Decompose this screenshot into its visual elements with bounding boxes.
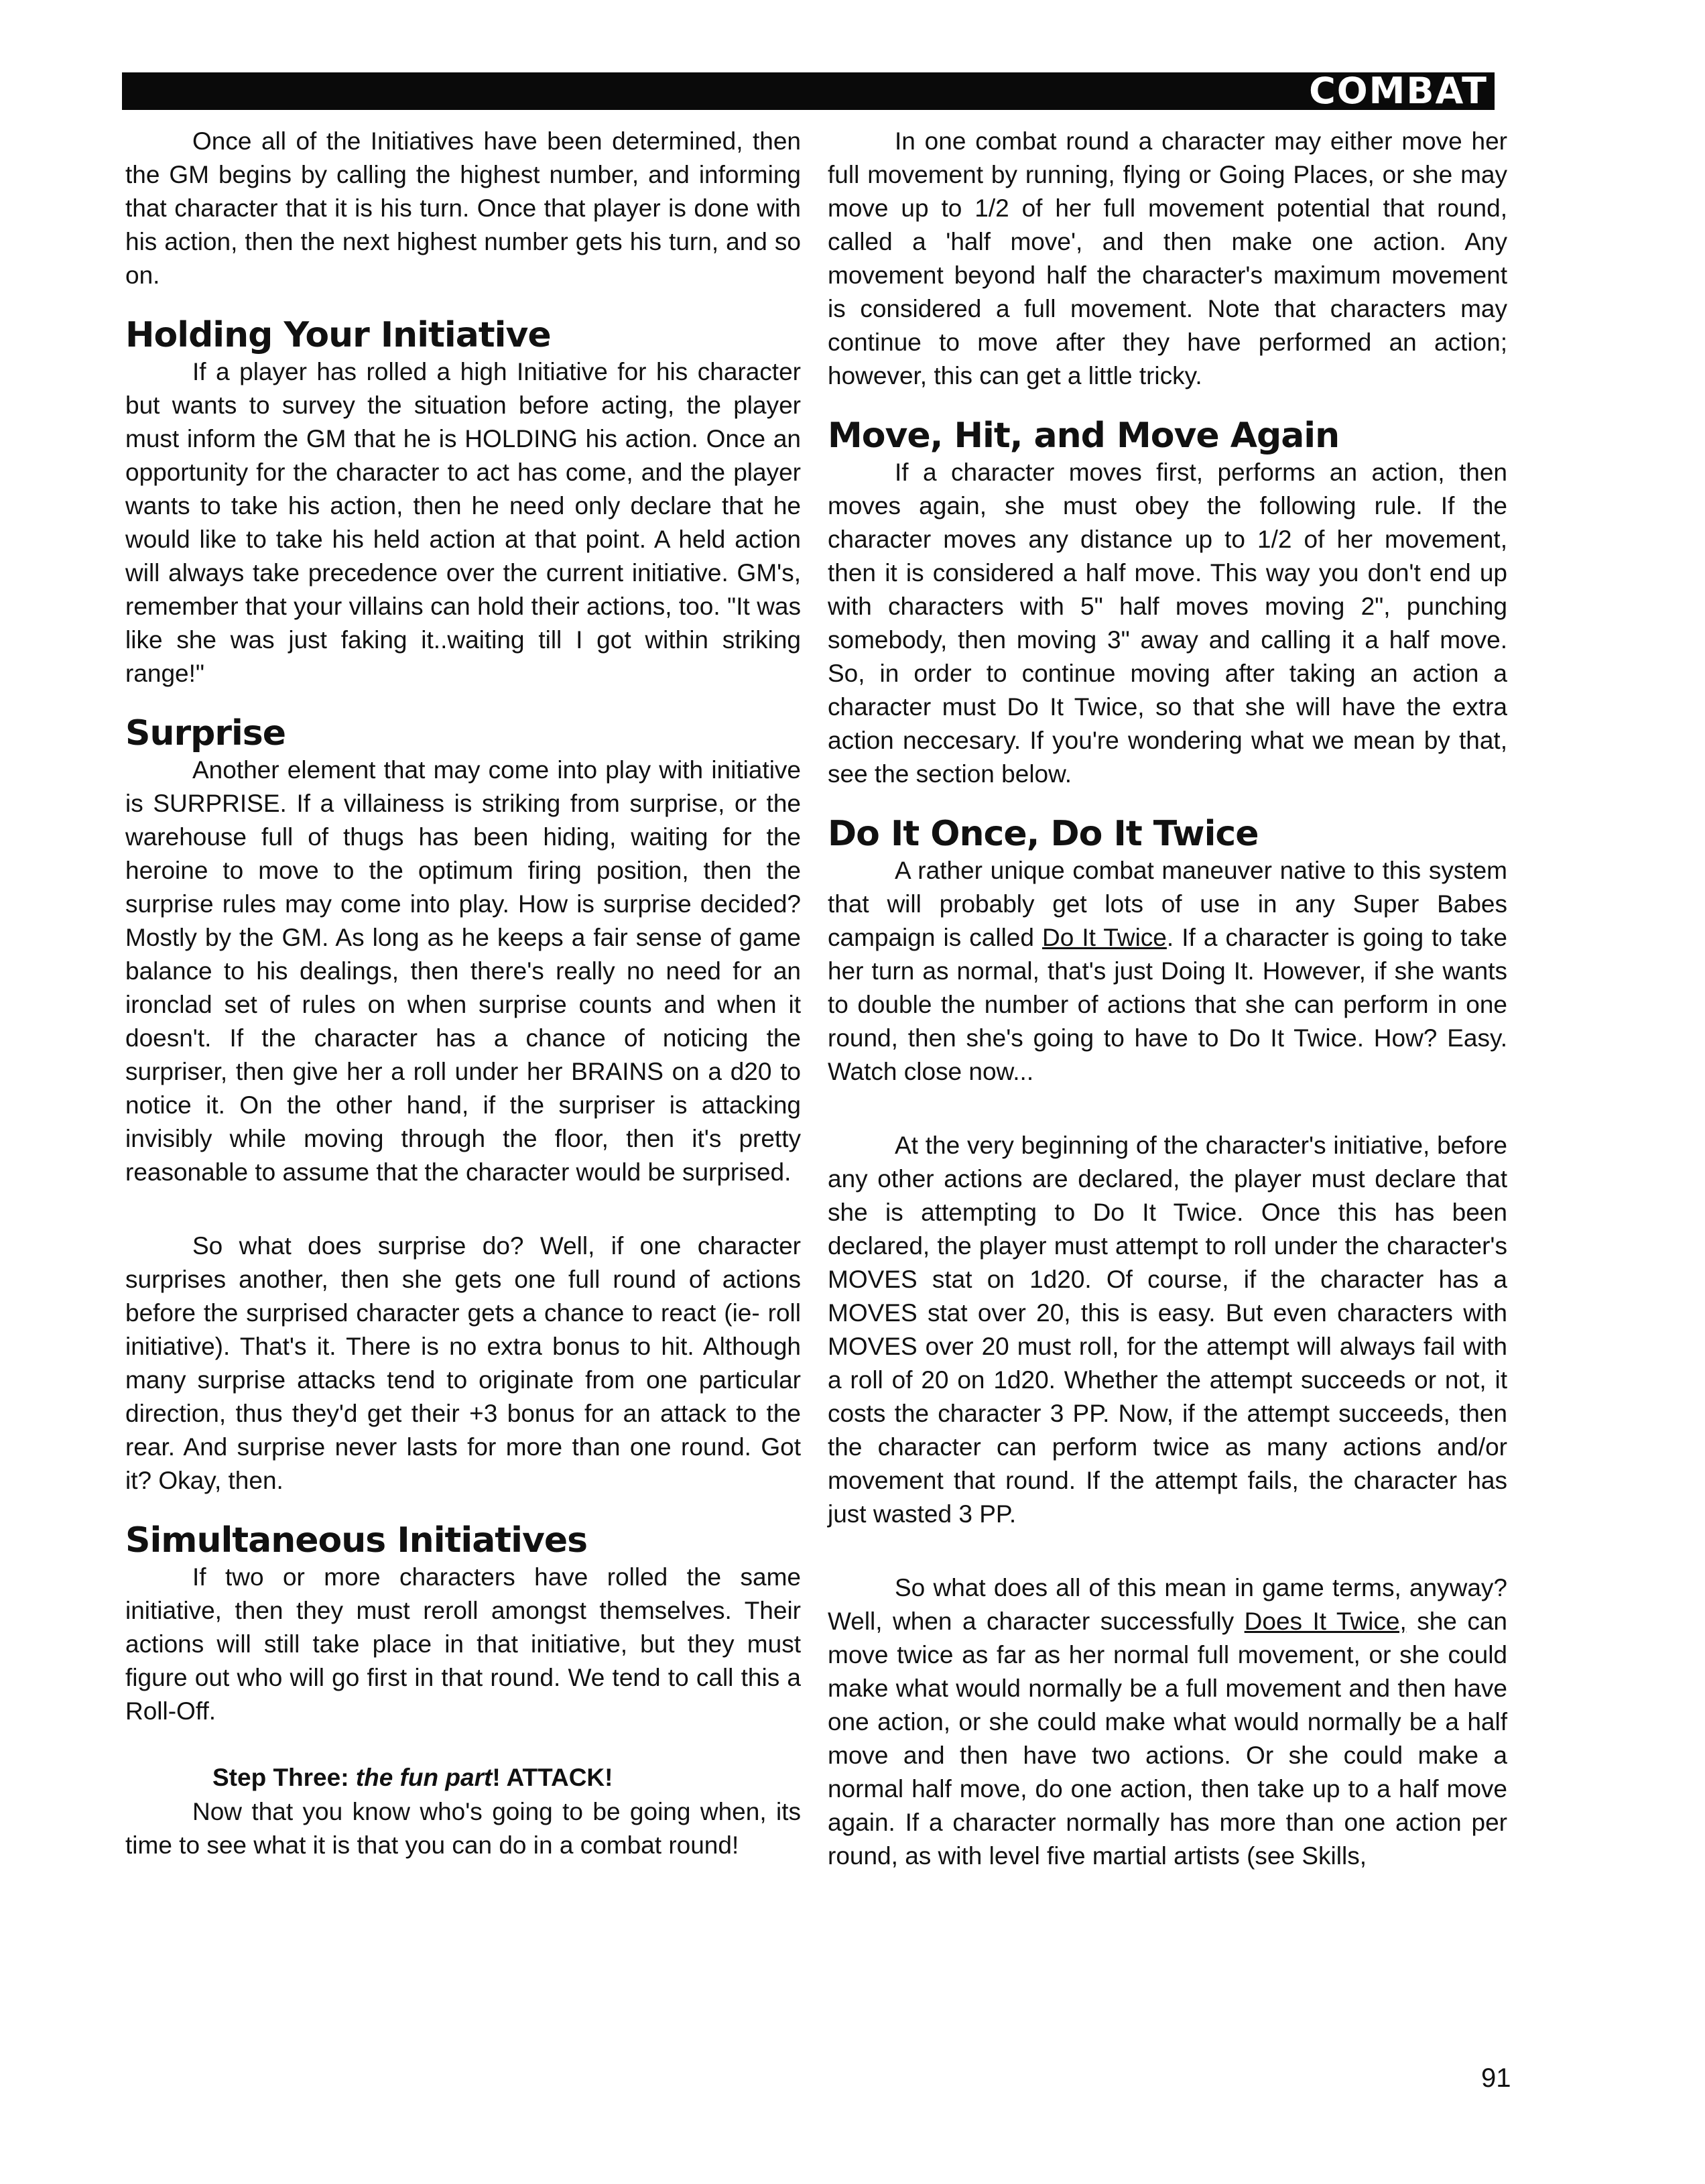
left-column xyxy=(125,125,801,1862)
paragraph: Once all of the Initiatives have been determined, then the GM begins by calling the highest number, and informing that character that it is his turn. Once that player is done with his action, then the next highest number gets his turn, and so on. xyxy=(125,127,801,289)
section-title: COMBAT xyxy=(1309,70,1488,112)
term-do-it-twice: Do It Twice xyxy=(1042,924,1167,951)
section-header-bar xyxy=(122,72,1495,110)
paragraph: In one combat round a character may either move her full movement by running, flying or Going Places, or she may move up to 1/2 of her full movement potential that round, called a 'half move', and then make one action. Any movement beyond half the character's maximum movement is considered a full movement. Note that characters may continue to move after they have performed an action; however, this can get a little tricky. xyxy=(828,127,1507,389)
right-column xyxy=(828,125,1507,1873)
heading-move-hit-move-again: Move, Hit, and Move Again xyxy=(828,416,1340,456)
paragraph: Another element that may come into play with initiative is SURPRISE. If a villainess is striking from surprise, or the warehouse full of thugs has been hiding, waiting for the heroine to move to the optimum firing position, then the surprise rules may come into play. How is surprise decided? Mostly by the GM. As long as he keeps a fair sense of game balance to his dealings, then there's really no need for an ironclad set of rules on when surprise counts and when it doesn't. If the character has a chance of noticing the surpriser, then give her a roll under her BRAINS on a d20 to notice it. On the other hand, if the surpriser is attacking invisibly while moving through the floor, then it's pretty reasonable to assume that the character would be surprised. xyxy=(125,756,801,1186)
step-three-heading xyxy=(125,1760,801,1795)
paragraph: At the very beginning of the character's initiative, before any other actions are declared, the player must declare that she is attempting to Do It Twice. Once this has been declared, the player must attempt to roll under the character's MOVES stat on 1d20. Of course, if the character has a MOVES stat over 20, this is easy. But even characters with MOVES over 20 must roll, for the attempt will always fail with a roll of 20 on 1d20. Whether the attempt succeeds or not, it costs the character 3 PP. Now, if the attempt succeeds, then the character can perform twice as many actions and/or movement that round. If the attempt fails, the character has just wasted 3 PP. xyxy=(828,1132,1507,1528)
text-run: So what does all of this mean in game terms, anyway? Well, when a character successfully xyxy=(828,1574,1507,1635)
step-end: ! ATTACK! xyxy=(492,1764,613,1791)
text-run: A rather unique combat maneuver native to this system that will probably get lots of use in any Super Babes campaign is called xyxy=(828,857,1507,951)
term-does-it-twice: Does It Twice, xyxy=(1244,1607,1407,1635)
step-italic: the fun part xyxy=(355,1764,493,1791)
paragraph: If two or more characters have rolled the same initiative, then they must reroll amongst themselves. Their actions will still take place in that initiative, but they must figure out who will go first in that round. We tend to call this a Roll-Off. xyxy=(125,1563,801,1725)
paragraph: If a player has rolled a high Initiative for his character but wants to survey the situation before acting, the player must inform the GM that he is HOLDING his action. Once an opportunity for the character to act has come, and the player wants to take his action, then he need only declare that he would like to take his held action at that point. A held action will always take precedence over the current initiative. GM's, remember that your villains can hold their actions, too. "It was like she was just faking it..waiting till I got within striking range!" xyxy=(125,358,801,687)
text-run: she can move twice as far as her normal full movement, or she could make what would normally be a full movement and then have one action, or she could make what would normally be a half move and then have two actions. Or she could make a normal half move, do one action, then take up to a half move again. If a character normally has more than one action per round, as with level five martial artists (see Skills, xyxy=(828,1607,1507,1870)
heading-holding-initiative: Holding Your Initiative xyxy=(125,315,551,355)
paragraph: Now that you know who's going to be going when, its time to see what it is that you can do in a combat round! xyxy=(125,1798,801,1859)
heading-simultaneous-initiatives: Simultaneous Initiatives xyxy=(125,1520,588,1561)
paragraph xyxy=(828,1571,1507,1873)
heading-do-it-once-do-it-twice: Do It Once, Do It Twice xyxy=(828,814,1259,854)
paragraph xyxy=(828,854,1507,1089)
heading-surprise: Surprise xyxy=(125,713,286,753)
text-run: . If a character is going to take her turn as normal, that's just Doing It. However, if she wants to double the number of actions that she can perform in one round, then she's going to have to Do It Twice. How? Easy. Watch close now... xyxy=(828,924,1507,1085)
paragraph: If a character moves first, performs an action, then moves again, she must obey the following rule. If the character moves any distance up to 1/2 of her movement, then it is considered a half move. This way you don't end up with characters with 5" half moves moving 2", punching somebody, then moving 3" away and calling it a half move. So, in order to continue moving after taking an action a character must Do It Twice, so that she will have the extra action neccesary. If you're wondering what we mean by that, see the section below. xyxy=(828,459,1507,788)
step-label: Step Three: xyxy=(212,1764,349,1791)
paragraph: So what does surprise do? Well, if one character surprises another, then she gets one full round of actions before the surprised character gets a chance to react (ie- roll initiative). That's it. There is no extra bonus to hit. Although many surprise attacks tend to originate from one particular direction, thus they'd get their +3 bonus for an attack to the rear. And surprise never lasts for more than one round. Got it? Okay, then. xyxy=(125,1232,801,1494)
page-number: 91 xyxy=(1481,2063,1511,2093)
